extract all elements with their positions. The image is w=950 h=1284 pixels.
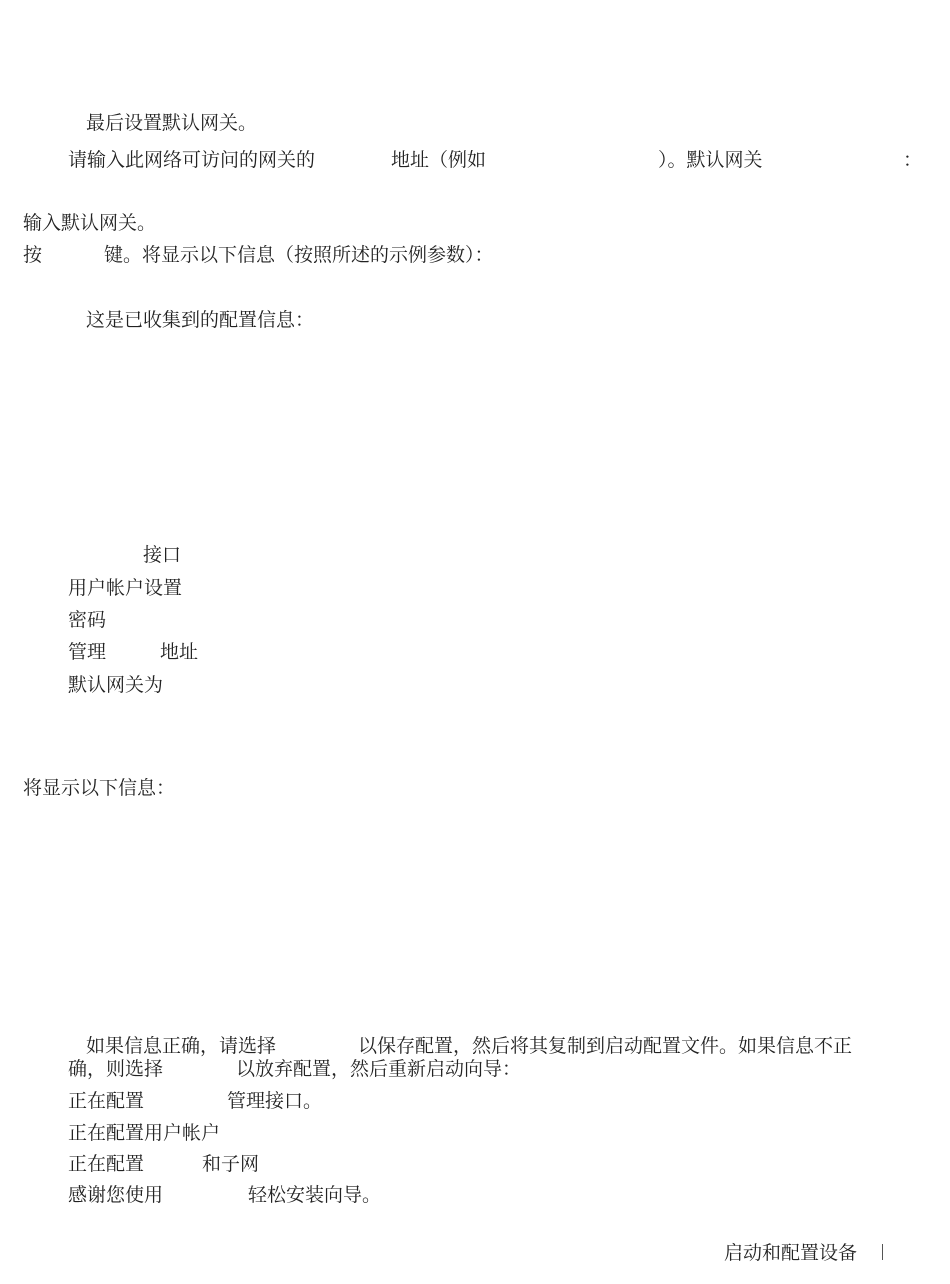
footer-section-title: 启动和配置设备	[724, 1242, 858, 1264]
gateway-input-prompt: 输入默认网关。	[23, 212, 157, 234]
summary-interface: 接口	[143, 544, 182, 566]
confirm-line2-part2: 以放弃配置，然后重新启动向导：	[236, 1058, 522, 1080]
summary-user-account: 用户帐户设置	[68, 577, 183, 599]
summary-password: 密码	[68, 609, 107, 631]
progress-user: 正在配置用户帐户	[68, 1122, 221, 1144]
progress-mgmt-part2: 管理接口。	[227, 1090, 323, 1112]
progress-subnet-part1: 正在配置	[68, 1153, 145, 1175]
progress-subnet-part2: 和子网	[202, 1153, 260, 1175]
thanks-part1: 感谢您使用	[68, 1184, 164, 1206]
info-display-text: 将显示以下信息：	[23, 777, 176, 799]
press-key-part1: 按	[23, 244, 43, 266]
confirm-line1-part1: 如果信息正确，请选择	[86, 1035, 277, 1057]
confirm-line2-part1: 确，则选择	[68, 1058, 164, 1080]
press-key-part2: 键。将显示以下信息（按照所述的示例参数）：	[104, 244, 494, 266]
gateway-instruction-part1: 请输入此网络可访问的网关的	[68, 149, 316, 171]
thanks-part2: 轻松安装向导。	[248, 1184, 382, 1206]
footer-divider	[882, 1244, 883, 1260]
gateway-instruction-part2: 地址（例如	[391, 149, 487, 171]
confirm-line1-part2: 以保存配置，然后将其复制到启动配置文件。如果信息不正	[358, 1035, 853, 1057]
gateway-instruction-part3: ）。默认网关	[658, 149, 763, 171]
summary-default-gateway: 默认网关为	[68, 674, 164, 696]
gateway-step-heading: 最后设置默认网关。	[86, 112, 258, 134]
summary-intro: 这是已收集到的配置信息：	[86, 309, 315, 331]
summary-mgmt-label: 管理	[68, 641, 107, 663]
summary-mgmt-address: 地址	[160, 641, 199, 663]
progress-mgmt-part1: 正在配置	[68, 1090, 145, 1112]
gateway-instruction-colon: ：	[903, 149, 923, 171]
